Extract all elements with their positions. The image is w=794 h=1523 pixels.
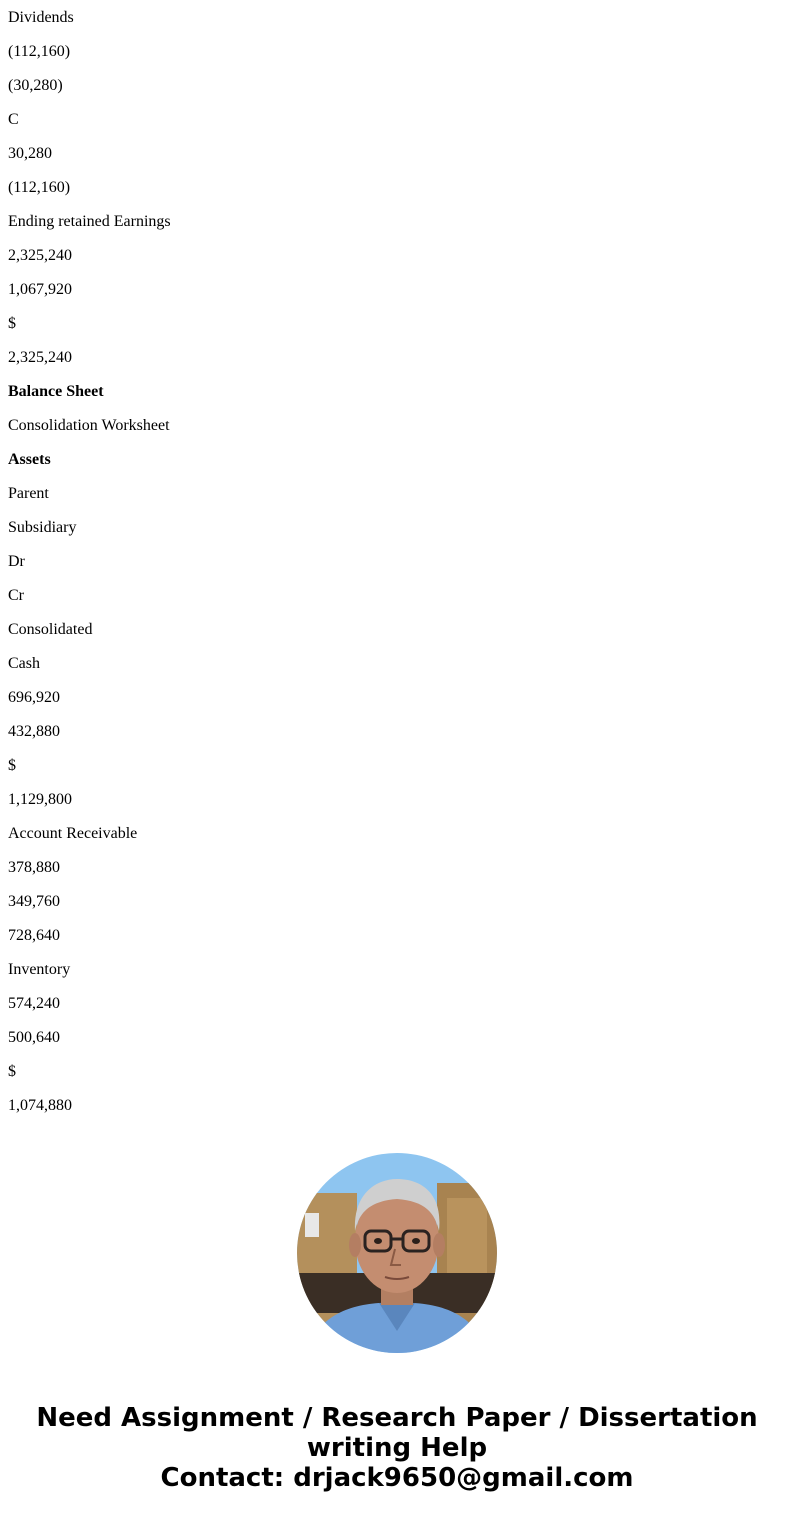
document-line: (30,280)	[8, 77, 63, 94]
document-line: Cash	[8, 655, 40, 672]
document-body	[8, 0, 786, 1122]
document-line: Subsidiary	[8, 519, 77, 536]
document-line: 728,640	[8, 927, 60, 944]
document-line: 349,760	[8, 893, 60, 910]
document-line: 2,325,240	[8, 349, 72, 366]
promo-line-1: Need Assignment / Research Paper / Dissertation	[36, 1403, 758, 1433]
document-line: 30,280	[8, 145, 52, 162]
document-line: $	[8, 757, 16, 774]
section-heading: Assets	[8, 451, 51, 468]
promo-banner	[0, 1403, 794, 1493]
document-line: (112,160)	[8, 43, 71, 60]
document-line: Ending retained Earnings	[8, 213, 171, 230]
document-line: 378,880	[8, 859, 60, 876]
author-photo	[297, 1153, 497, 1353]
document-line: 1,067,920	[8, 281, 72, 298]
document-line: 574,240	[8, 995, 60, 1012]
document-line: Parent	[8, 485, 49, 502]
document-line: 2,325,240	[8, 247, 72, 264]
document-line: $	[8, 1063, 16, 1080]
document-line: Inventory	[8, 961, 71, 978]
document-line: 1,129,800	[8, 791, 72, 808]
document-line: $	[8, 315, 16, 332]
promo-line-2: writing Help	[306, 1433, 488, 1463]
document-line: Account Receivable	[8, 825, 138, 842]
document-line: Dr	[8, 553, 25, 570]
promo-contact: Contact: drjack9650@gmail.com	[160, 1463, 634, 1493]
author-avatar	[297, 1153, 497, 1353]
document-line: Cr	[8, 587, 24, 604]
document-line: 696,920	[8, 689, 60, 706]
section-heading: Balance Sheet	[8, 383, 104, 400]
document-line: (112,160)	[8, 179, 71, 196]
document-line: C	[8, 111, 19, 128]
document-line: 500,640	[8, 1029, 60, 1046]
document-line: 1,074,880	[8, 1097, 72, 1114]
document-line: Consolidated	[8, 621, 93, 638]
document-line: Dividends	[8, 9, 74, 26]
document-line: Consolidation Worksheet	[8, 417, 170, 434]
document-line: 432,880	[8, 723, 60, 740]
